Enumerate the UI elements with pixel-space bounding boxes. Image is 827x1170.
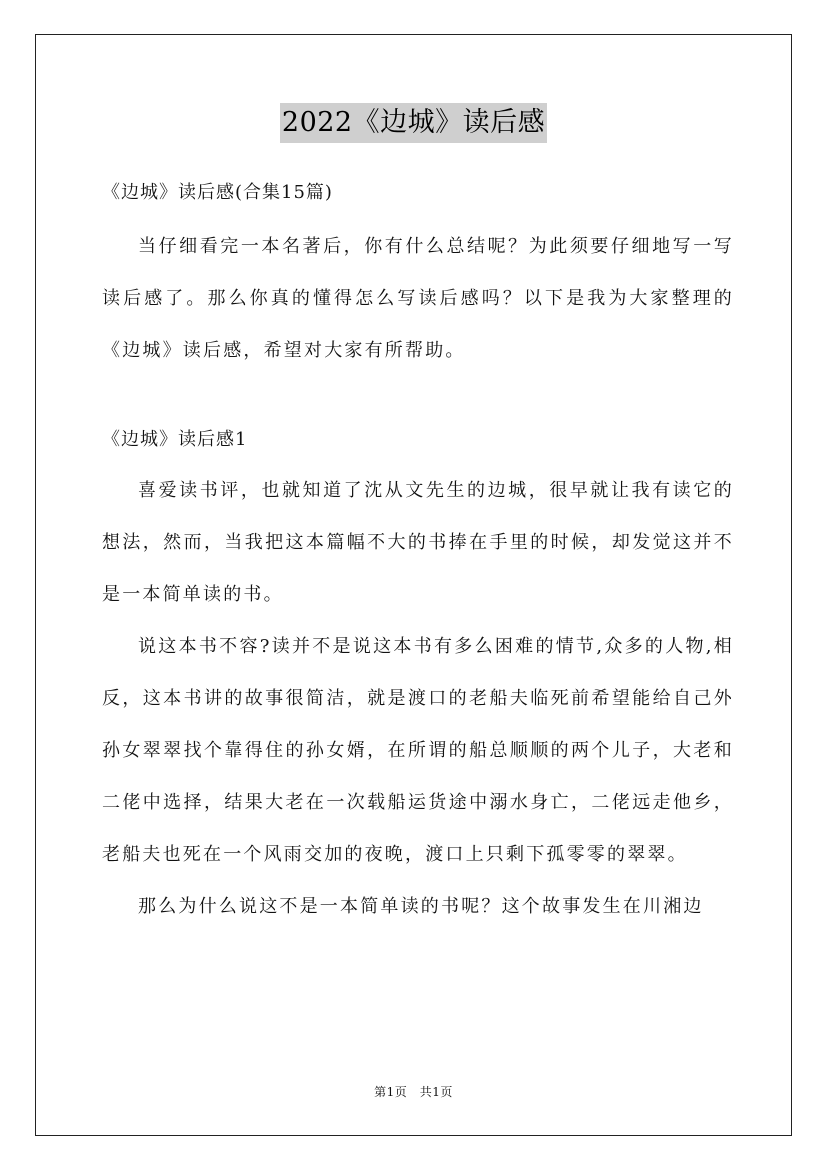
page-number-footer: 第1页 共1页	[374, 1085, 453, 1099]
section-heading: 《边城》读后感1	[102, 429, 248, 450]
document-title: 2022《边城》读后感	[280, 103, 547, 143]
spacer	[102, 377, 734, 421]
title-wrap	[0, 103, 827, 143]
intro-paragraph: 当仔细看完一本名著后，你有什么总结呢？为此须要仔细地写一写读后感了。那么你真的懂得怎么写读后感吗？以下是我为大家整理的《边城》读后感，希望对大家有所帮助。	[102, 236, 734, 361]
spacer	[102, 213, 734, 221]
document-body	[102, 173, 734, 933]
document-subtitle: 《边城》读后感(合集15篇)	[102, 182, 333, 203]
body-paragraph-1: 喜爱读书评，也就知道了沈从文先生的边城，很早就让我有读它的想法，然而，当我把这本篇幅不大的书捧在手里的时候，却发觉这并不是一本简单读的书。	[102, 480, 734, 605]
body-paragraph-2: 说这本书不容?读并不是说这本书有多么困难的情节,众多的人物,相反，这本书讲的故事很简洁，就是渡口的老船夫临死前希望能给自己外孙女翠翠找个靠得住的孙女婿，在所谓的船总顺顺的两个儿子，大老和二佬中选择，结果大老在一次载船运货途中溺水身亡，二佬远走他乡，老船夫也死在一个风雨交加的夜晚，渡口上只剩下孤零零的翠翠。	[102, 636, 734, 865]
body-paragraph-3: 那么为什么说这不是一本简单读的书呢？这个故事发生在川湘边	[138, 896, 704, 917]
